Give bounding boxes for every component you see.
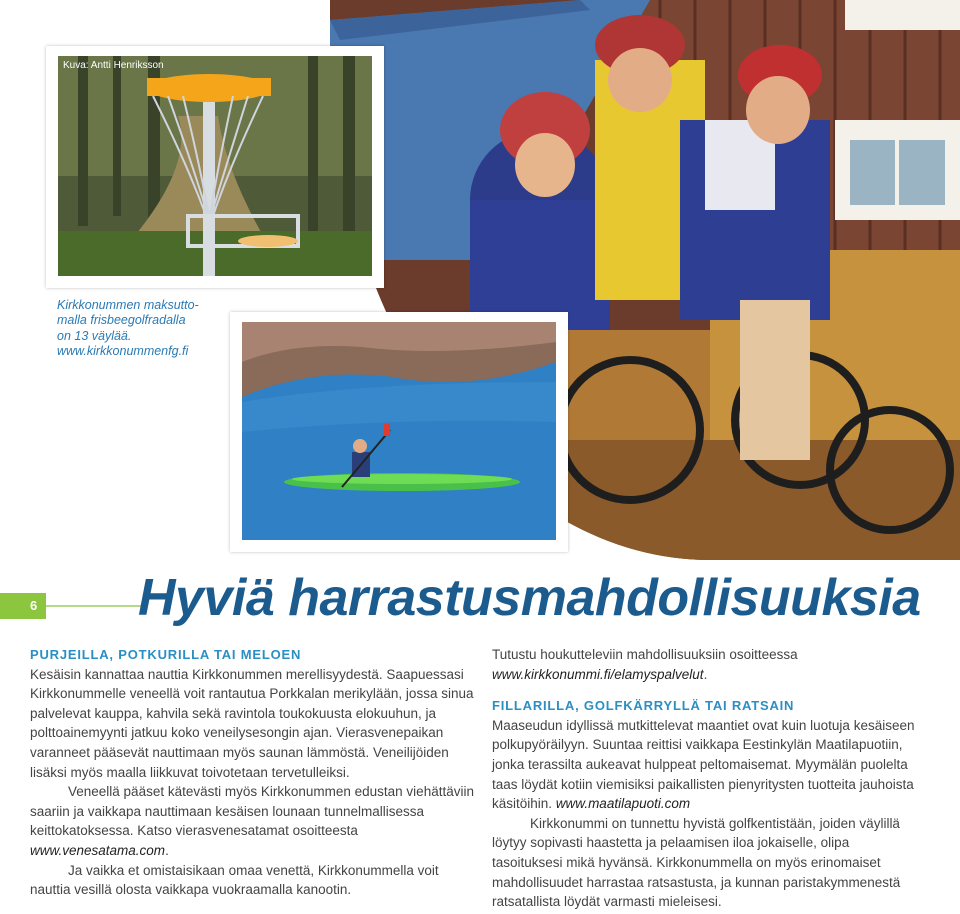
photo-credit: Kuva: Antti Henriksson <box>63 60 164 71</box>
paragraph-text: Veneellä pääset kätevästi myös Kirkkonummen edustan viehättäviin saariin ja vaikkapa nauttimaan kesäisen lounaan tunnelmallisessa keittokatoksessa. Katso vierasvenesatamat osoitteesta <box>30 784 474 839</box>
paragraph <box>30 782 475 860</box>
paragraph-text: Tutustu houkutteleviin mahdollisuuksiin osoitteessa <box>492 647 798 662</box>
kayak-photo-frame <box>230 312 568 552</box>
disc-golf-photo-frame <box>46 46 384 288</box>
spacer <box>492 684 922 696</box>
page-number: 6 <box>30 598 38 613</box>
section-heading-cycling: FILLARILLA, GOLFKÄRRYLLÄ TAI RATSAIN <box>492 698 795 714</box>
paragraph: Ja vaikka et omistaisikaan omaa venettä, Kirkkonummella voit nauttia vesillä olosta vaikkapa vuokraamalla kanootin. <box>30 862 439 898</box>
page-title: Hyviä harrastusmahdollisuuksia <box>138 569 921 627</box>
caption-line: malla frisbeegolfradalla <box>57 313 186 328</box>
divider <box>46 605 141 607</box>
paragraph <box>492 645 922 684</box>
paragraph-end: . <box>703 666 708 682</box>
paragraph-text: Maaseudun idyllissä mutkittelevat maantiet ovat kuin luotuja kesäiseen polkupyöräilyyn. Suuntaa reittisi vaikkapa Eestinkylän Maatilapuotiin, jonka terassilta aukeavat hulppeat peltomaisemat. Myymälän puolelta taas löydät kotiin viemisiksi paikallisten pienyritysten tuotteita jauhoista käsitöihin. <box>492 717 915 812</box>
kayak-image <box>242 322 556 540</box>
disc-golf-basket-image <box>58 56 372 276</box>
maatilapuoti-link[interactable]: www.maatilapuoti.com <box>555 796 691 812</box>
caption-link[interactable]: www.kirkkonummenfg.fi <box>57 344 189 359</box>
venesatama-link[interactable]: www.venesatama.com <box>30 842 166 858</box>
paragraph: Kesäisin kannattaa nauttia Kirkkonummen merellisyydestä. Saapuessasi Kirkkonummelle veneellä voit rantautua Porkkalan merikylään, jossa sinua palvelevat kauppa, kahvila sekä ravintola toukokuusta elokuuhun, ja polttoainemyynti jatkuu koko veneilysesongin ajan. Vierasvenepaikan varanneet pääsevät nauttimaan myös saunan lämmöstä. Veneilijöiden lisäksi myös maalla liikkuvat toivotetaan tervetulleiksi. <box>30 666 474 780</box>
paragraph <box>492 716 922 814</box>
caption-line: on 13 väylää. <box>57 328 132 343</box>
caption-line: Kirkkonummen maksutto- <box>57 298 199 312</box>
left-column <box>30 645 475 900</box>
page-number-bar <box>0 593 46 619</box>
disc-golf-caption <box>57 298 227 360</box>
paragraph-end: . <box>165 842 169 858</box>
paragraph: Kirkkonummi on tunnettu hyvistä golfkentistään, joiden väylillä löytyy sopivasti haastetta ja pelaamisen iloa jokaiselle, olipa tasoituksesi mikä hyvänsä. Kirkkonummella on myös erinomaiset mahdollisuudet harrastaa ratsastusta, ja kunnan paristakymmenestä ratsatallista löydät varmasti mieleisesi. <box>492 815 901 910</box>
kirkkonummi-link[interactable]: www.kirkkonummi.fi/elamyspalvelut <box>492 666 704 682</box>
section-heading-boats: PURJEILLA, POTKURILLA TAI MELOEN <box>30 647 302 662</box>
right-column <box>492 645 922 912</box>
